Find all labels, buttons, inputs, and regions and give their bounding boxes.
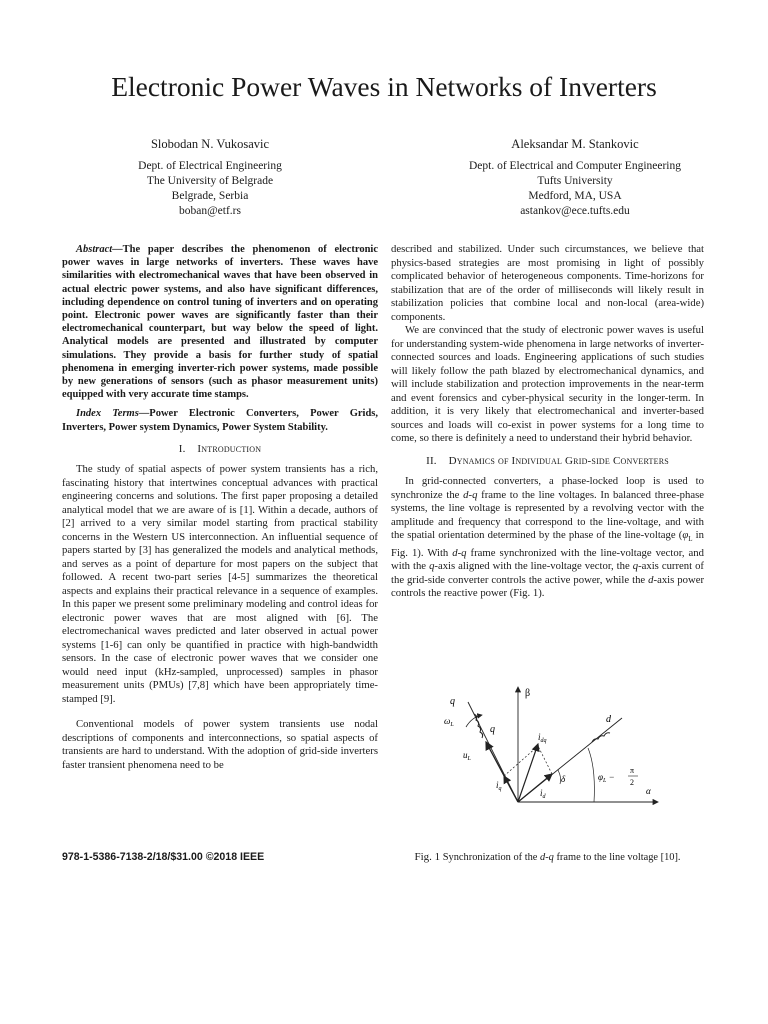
q-axis-label: q	[450, 696, 455, 707]
author-dept: Dept. of Electrical Engineering	[138, 160, 282, 172]
pi-label: π	[630, 766, 635, 775]
section-heading-dynamics: II. Dynamics of Individual Grid-side Converters	[426, 454, 669, 467]
abstract-text: —The paper describes the phenomenon of electronic power waves in large networks of inverters. These waves have similarities with electromechanical waves that have been observed in actual electric power systems, and also have significant differences, including dependence on control tuning of inverters and on operating point. Electronic power waves are significantly faster than their electromechanical counterpart, but way below the speed of light. Analytical models are presented and illustrated by computer simulations. They provide a basis for further study of spatial phenomena in emerging inverter-rich power systems, made possible by new generations of sensors (such as phasor measurement units) equipped with very accurate time stamps.	[62, 244, 378, 401]
paper-title: Electronic Power Waves in Networks of Inverters	[111, 71, 657, 102]
idq-label: $i_{dq}$	[538, 732, 547, 744]
author-location: Medford, MA, USA	[528, 190, 622, 202]
two-label: 2	[630, 778, 634, 787]
author-location: Belgrade, Serbia	[171, 190, 249, 202]
author-dept: Dept. of Electrical and Computer Engineering	[468, 160, 682, 172]
paragraph: We are convinced that the study of electronic power waves is useful for understanding system-wide phenomena in large networks of inverter-connected sources and loads. Engineering applications of such studies will likely follow the path blazed by electromechanical dynamics, and will include stabilization and protection improvements in the near-term and event forensics and cyber-physical security in the longer-term. In addition, it is very likely that electromechanical and inverter-based sources and loads will co-exist in power systems for a long time to come, so there is definitely a need to understand their hybrid behavior.	[391, 324, 704, 444]
index-terms-label: Index Terms	[76, 408, 139, 420]
author-name: Aleksandar M. Stankovic	[511, 137, 639, 151]
figure-dq-frame	[430, 682, 660, 842]
omega-label: $\omega_L$	[444, 716, 454, 728]
index-terms	[62, 407, 378, 433]
iq-vector	[504, 776, 518, 802]
alpha-label: α	[646, 786, 651, 796]
uL-label: $u_L$	[463, 750, 471, 762]
projection-line	[504, 746, 538, 776]
section-heading-introduction: I. Introduction	[178, 442, 262, 455]
right-column	[391, 243, 704, 601]
author-block-1	[30, 137, 390, 219]
paragraph: The study of spatial aspects of power system transients has a rich, fascinating history that intertwines conceptual advances with practical engineering concerns and solutions. The first paper proposing a detailed analytical model that we are aware of is [1]. Within a decade, authors of [2] arrived to a very similar model starting from practical stability concerns in the Western US interconnection. An influential sequence of papers started by [3] has generalized the models and analytical methods, and serves as a point of departure for most papers on the subject that followed. A recent two-part series [4-5] summarizes the theoretical aspects and explains their practical relevance in a sequence of examples. In this paper we present some preliminary modeling and control ideas for electronic power waves that are most aligned with [6]. The electromechanical waves predicted and later observed in actual power systems [1-6] can only be quantified in practice with high-bandwidth sensors. In the case of electronic power waves that we consider one would need input (kHz-sampled, unprocessed) samples in phasor measurement units (PMUs) [7,8] which have been appropriately time-stamped [9].	[62, 463, 378, 705]
paragraph: described and stabilized. Under such circumstances, we believe that physics-based strategies are most promising in light of possibly complicated behavior of heterogeneous components. Time-horizons for stabilization that are of the order of milliseconds will likely result in stabilization policies that combine local and non-local (area-wide) components.	[391, 243, 704, 323]
abstract-label: Abstract	[76, 244, 113, 255]
figure-caption: Fig. 1 Synchronization of the d-q frame to the line voltage [10].	[414, 851, 681, 863]
index-terms-text: —Power Electronic Converters, Power Grids, Inverters, Power system Dynamics, Power System Stability.	[62, 408, 378, 433]
id-label: $i_d$	[540, 788, 546, 800]
delta-label: δ	[561, 774, 566, 784]
q-label: q	[490, 724, 495, 735]
abstract	[62, 243, 378, 401]
paragraph: Conventional models of power system transients use nodal descriptions of components and interconnections, so spatial aspects of transients are hard to understand. With the adoption of grid-side inverters faster transient phenomena need to be	[62, 718, 378, 771]
beta-label: β	[525, 688, 531, 699]
d-axis-label: d	[606, 714, 611, 725]
phi-label: $\varphi_L$ −	[598, 772, 615, 784]
author-block-2	[395, 137, 755, 219]
phi-angle-arc	[588, 748, 594, 802]
author-email: boban@etf.rs	[178, 205, 241, 217]
paragraph: In grid-connected converters, a phase-locked loop is used to synchronize the d-q frame to the line voltages. In balanced three-phase systems, the line voltage is represented by a revolving vector with the amplitude and frequency that correspond to the line-voltage, and with the spatial orientation determined by the phase of the line-voltage ($\varphi_L$ in Fig. 1). With d-q frame synchronized with the line-voltage vector, and with the q-axis aligned with the line-voltage vector, the q-axis current of the grid-side converter controls the active power, while the d-axis power controls the reactive power (Fig. 1).	[391, 475, 705, 600]
projection-line	[538, 746, 552, 774]
author-name: Slobodan N. Vukosavic	[150, 137, 270, 151]
author-institution: The University of Belgrade	[146, 175, 274, 187]
left-column	[62, 243, 378, 772]
author-email: astankov@ece.tufts.edu	[520, 205, 630, 217]
author-institution: Tufts University	[537, 175, 613, 187]
iq-label: $i_q$	[496, 780, 502, 792]
copyright-notice: 978-1-5386-7138-2/18/$31.00 ©2018 IEEE	[62, 851, 265, 863]
